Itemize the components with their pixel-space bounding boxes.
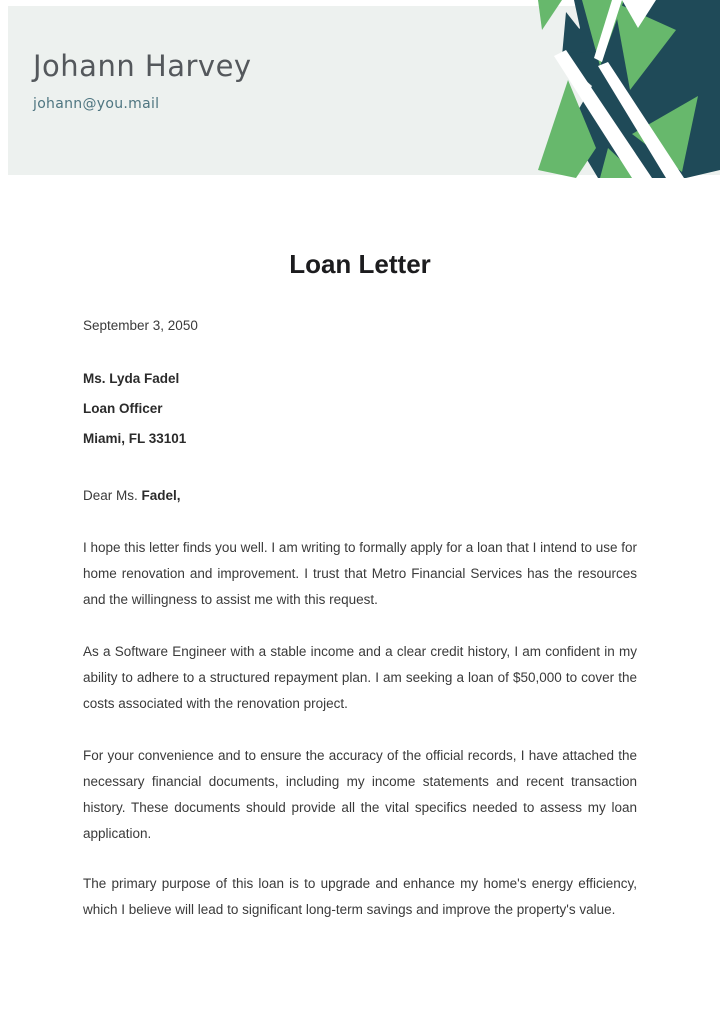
paragraph-intro: I hope this letter finds you well. I am writing to formally apply for a loan that I intend to use for home renovation and improvement. I trust that Metro Financial Services has the resources and the willingness to assist me with this request. xyxy=(83,540,637,607)
salutation-prefix: Dear Ms. xyxy=(83,488,142,503)
decor-green-triangle xyxy=(538,0,562,30)
letter-date: September 3, 2050 xyxy=(83,318,198,333)
recipient-address: Miami, FL 33101 xyxy=(83,431,187,446)
paragraph-purpose: The primary purpose of this loan is to upgrade and enhance my home's energy efficiency, which I believe will lead to significant long-term savings and improve the property's value. xyxy=(83,876,637,917)
recipient-block xyxy=(83,364,637,454)
sender-name: Johann Harvey xyxy=(33,49,252,83)
letter-body xyxy=(0,175,720,923)
letter-title: Loan Letter xyxy=(289,249,431,279)
salutation xyxy=(83,483,637,509)
sender-email: johann@you.mail xyxy=(33,96,160,112)
salutation-recipient-name: Fadel, xyxy=(141,488,181,503)
recipient-role: Loan Officer xyxy=(83,401,163,416)
paragraph-qualifications: As a Software Engineer with a stable income and a clear credit history, I am confident in my ability to adhere to a structured repayment plan. I am seeking a loan of $50,000 to cover the costs associated with the renovation project. xyxy=(83,644,637,711)
paragraph-documents: For your convenience and to ensure the accuracy of the official records, I have attached the necessary financial documents, including my income statements and recent transaction history. These documents should provide all the vital specifics needed to assess my loan application. xyxy=(83,748,637,841)
geometric-decoration-graphic xyxy=(538,0,720,178)
recipient-name: Ms. Lyda Fadel xyxy=(83,371,180,386)
